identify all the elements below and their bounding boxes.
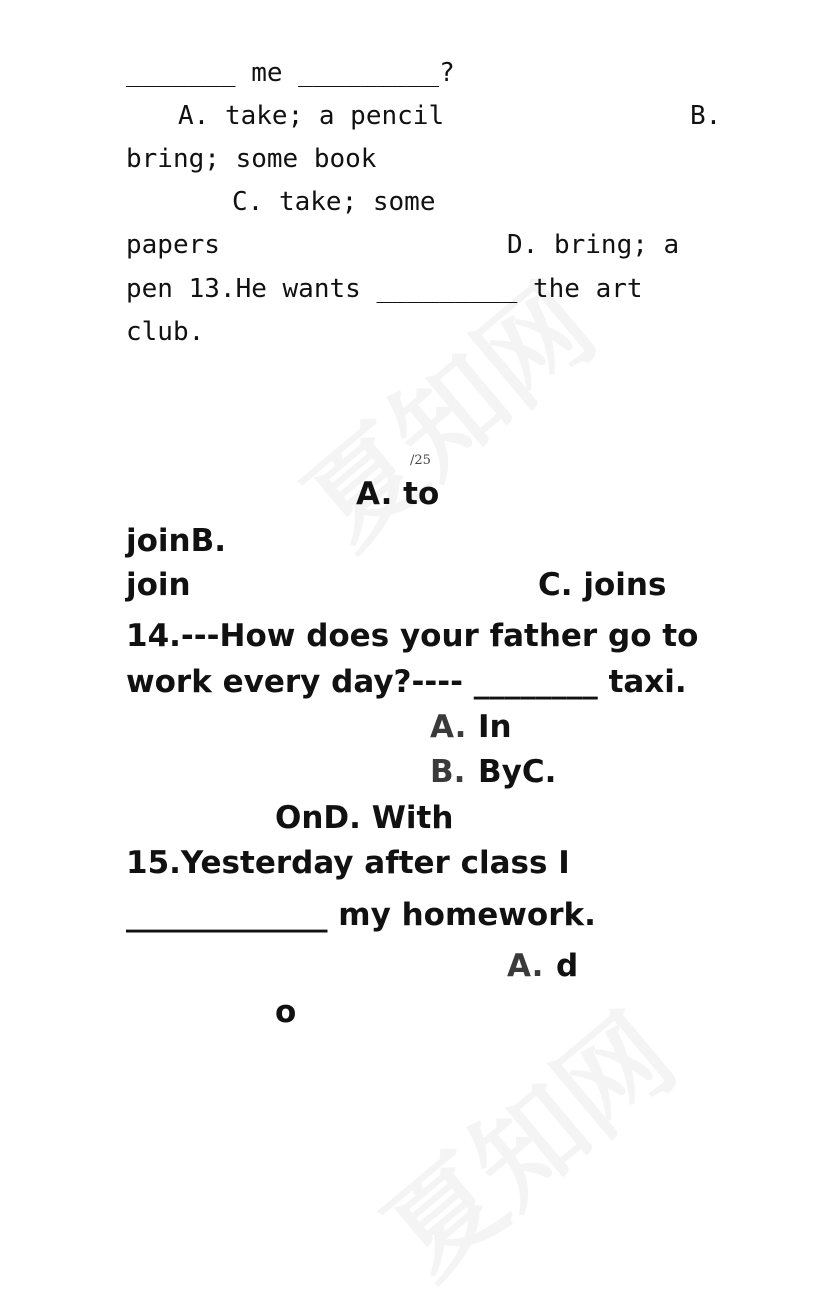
q12-option-d: D. bring; a: [507, 230, 680, 260]
q14-line2: work every day?---- ________ taxi.: [126, 664, 687, 700]
q14-line1: 14.---How does your father go to: [126, 618, 699, 654]
q15-option-a-rest: o: [275, 994, 297, 1030]
q15-option-a-label: A.: [507, 948, 544, 984]
q15-line2: _____________ my homework.: [126, 897, 596, 933]
q12-option-b-text: bring; some book: [126, 144, 377, 174]
q14-option-a-label: A.: [430, 709, 467, 745]
watermark-bottom: [348, 972, 702, 1305]
q13-option-a: A. to: [356, 476, 440, 512]
q13-question-line: pen 13.He wants _________ the art: [126, 274, 643, 304]
q13-option-c: C. joins: [538, 567, 667, 603]
q14-option-a-text: In: [478, 709, 512, 745]
q12-line1: _______ me _________?: [126, 58, 455, 88]
q15-line1: 15.Yesterday after class I: [126, 845, 570, 881]
q12-option-a: A. take; a pencil: [178, 101, 445, 131]
page-number: /25: [410, 453, 431, 468]
q12-option-c: C. take; some: [232, 187, 436, 217]
q15-option-a-text: d: [556, 948, 579, 984]
q13-option-b-rest: join: [126, 567, 191, 603]
q13-option-b-line: joinB.: [126, 523, 227, 559]
q13-question-end: club.: [126, 317, 205, 347]
q14-option-b-label: B.: [430, 754, 466, 790]
q12-option-b-label: B.: [690, 101, 722, 131]
q12-option-c-rest: papers: [126, 230, 220, 260]
q14-option-cd: OnD. With: [275, 800, 454, 836]
q14-option-b-text: ByC.: [478, 754, 557, 790]
